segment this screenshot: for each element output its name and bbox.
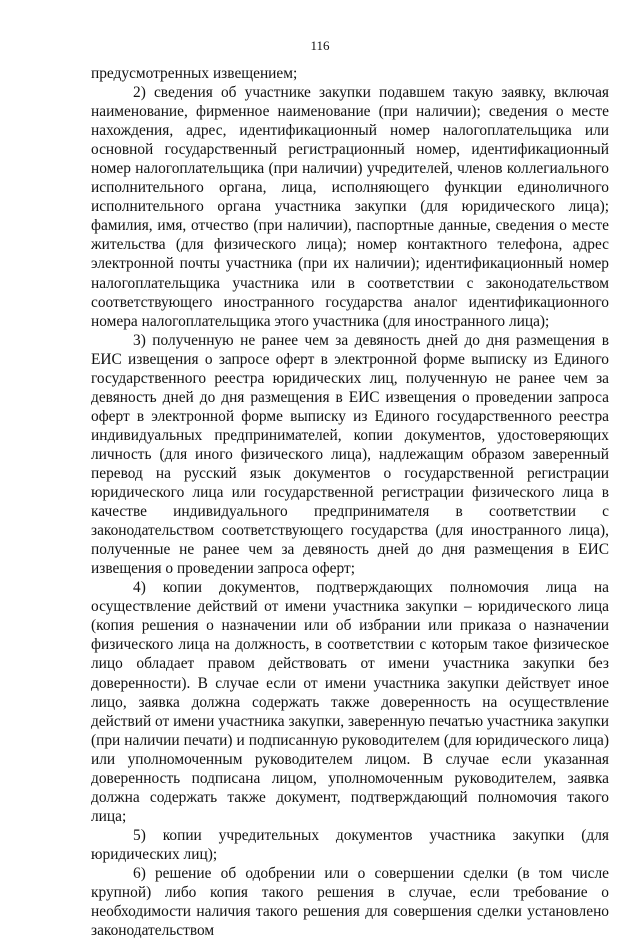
document-body <box>91 64 609 940</box>
paragraph-item-2: 2) сведения об участнике закупки подавшем такую заявку, включая наименование, фирменное наименование (при наличии); сведения о месте нахождения, адрес, идентификационный номер налогоплательщика или основной государственный регистрационный номер, идентификационный номер налогоплательщика (при наличии) учредителей, членов коллегиального исполнительного органа, лица, исполняющего функции единоличного исполнительного органа участника закупки (для юридического лица); фамилия, имя, отчество (при наличии), паспортные данные, сведения о месте жительства (для физического лица); номер контактного телефона, адрес электронной почты участника (при их наличии); идентификационный номер налогоплательщика участника или в соответствии с законодательством соответствующего иностранного государства аналог идентификационного номера налогоплательщика этого участника (для иностранного лица); <box>91 84 609 330</box>
page-number: 116 <box>310 38 330 53</box>
paragraph-item-4: 4) копии документов, подтверждающих полномочия лица на осуществление действий от имени участника закупки – юридического лица (копия решения о назначении или об избрании или приказа о назначении физического лица на должность, в соответствии с которым такое физическое лицо обладает правом действовать от имени участника закупки без доверенности). В случае если от имени участника закупки действует иное лицо, заявка должна содержать также доверенность на осуществление действий от имени участника закупки, заверенную печатью участника закупки (при наличии печати) и подписанную руководителем (для юридического лица) или уполномоченным руководителем лицом. В случае если указанная доверенность подписана лицом, уполномоченным руководителем, заявка должна содержать также документ, подтверждающий полномочия такого лица; <box>91 579 609 825</box>
paragraph-item-3: 3) полученную не ранее чем за девяность дней до дня размещения в ЕИС извещения о запросе оферт в электронной форме выписку из Единого государственного реестра юридических лиц, полученную не ранее чем за девяность дней до дня размещения в ЕИС извещения о проведении запроса оферт в электронной форме выписку из Единого государственного реестра индивидуальных предпринимателей, копии документов, удостоверяющих личность (для иного физического лица), надлежащим образом заверенный перевод на русский язык документов о государственной регистрации юридического лица или государственной регистрации физического лица в качестве индивидуального предпринимателя в соответствии с законодательством соответствующего государства (для иностранного лица), полученные не ранее чем за девяность дней до дня размещения в ЕИС извещения о проведении запроса оферт; <box>91 331 609 578</box>
paragraph-item-6: 6) решение об одобрении или о совершении сделки (в том числе крупной) либо копия такого решения в случае, если требование о необходимости наличия такого решения для совершения сделки установлено законодательством <box>91 864 609 940</box>
paragraph-item-5: 5) копии учредительных документов участника закупки (для юридических лиц); <box>91 826 609 863</box>
paragraph-continuation: предусмотренных извещением; <box>91 65 298 82</box>
